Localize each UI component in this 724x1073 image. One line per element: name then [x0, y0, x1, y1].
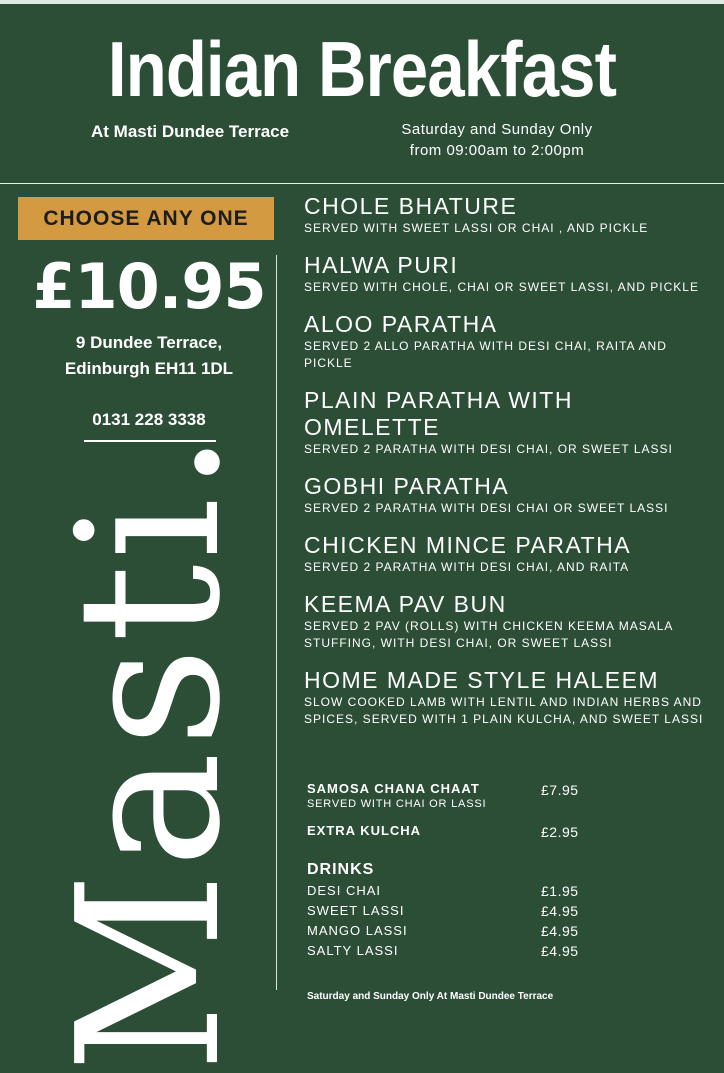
drink-name: DESI CHAI — [307, 883, 382, 898]
menu-item-description: SLOW COOKED LAMB WITH LENTIL AND INDIAN HERBS AND SPICES, SERVED WITH 1 PLAIN KULCHA, AND SWEET LASSI — [304, 695, 704, 726]
menu-item-title: HALWA PURI — [304, 252, 459, 278]
menu-list — [304, 193, 709, 743]
menu-item — [304, 473, 709, 517]
menu-item-description: SERVED WITH CHOLE, CHAI OR SWEET LASSI, AND PICKLE — [304, 280, 699, 294]
drink-item — [307, 943, 607, 963]
menu-item-description: SERVED WITH SWEET LASSI OR CHAI , AND PICKLE — [304, 221, 649, 235]
extra-item-price: £2.95 — [541, 824, 579, 840]
menu-item — [304, 193, 709, 237]
schedule-days: Saturday and Sunday Only — [401, 121, 593, 138]
top-strip — [0, 0, 724, 4]
extra-item-price: £7.95 — [541, 782, 579, 798]
menu-item — [304, 532, 709, 576]
menu-item-description: SERVED 2 PAV (ROLLS) WITH CHICKEN KEEMA MASALA STUFFING, WITH DESI CHAI, OR SWEET LASSI — [304, 619, 673, 650]
menu-item — [304, 591, 709, 652]
set-price: £10.95 — [32, 250, 266, 323]
menu-item-title: GOBHI PARATHA — [304, 473, 510, 499]
brand-logo-text: Masti. — [36, 427, 264, 1073]
drink-item — [307, 923, 607, 943]
phone-number: 0131 228 3338 — [92, 410, 206, 429]
extras-list — [307, 781, 607, 865]
location-subtitle: At Masti Dundee Terrace — [91, 122, 290, 141]
extra-item-name: EXTRA KULCHA — [307, 823, 422, 838]
menu-item — [304, 311, 709, 372]
drink-price: £1.95 — [541, 883, 579, 899]
menu-item-title: CHICKEN MINCE PARATHA — [304, 532, 632, 558]
drink-price: £4.95 — [541, 903, 579, 919]
drink-price: £4.95 — [541, 923, 579, 939]
address-line-1: 9 Dundee Terrace, — [75, 333, 223, 352]
menu-item — [304, 387, 709, 458]
menu-item-title: HOME MADE STYLE HALEEM — [304, 667, 660, 693]
drink-item — [307, 903, 607, 923]
extra-item-name: SAMOSA CHANA CHAAT — [307, 781, 480, 796]
extra-item-description: SERVED WITH CHAI OR LASSI — [307, 798, 487, 810]
address — [18, 330, 280, 382]
menu-item-title: PLAIN PARATHA WITH OMELETTE — [304, 387, 573, 440]
menu-item-description: SERVED 2 PARATHA WITH DESI CHAI OR SWEET LASSI — [304, 501, 669, 515]
drink-price: £4.95 — [541, 943, 579, 959]
drink-item — [307, 883, 607, 903]
menu-item-title: ALOO PARATHA — [304, 311, 498, 337]
footer-note: Saturday and Sunday Only At Masti Dundee Terrace — [307, 991, 554, 1002]
header-divider — [0, 183, 724, 184]
schedule-text — [380, 119, 614, 161]
menu-item — [304, 667, 709, 728]
page-title: Indian Breakfast — [107, 25, 617, 113]
drink-name: MANGO LASSI — [307, 923, 408, 938]
drink-name: SALTY LASSI — [307, 943, 399, 958]
choose-any-one-banner: CHOOSE ANY ONE — [18, 197, 274, 240]
drinks-heading: DRINKS — [307, 861, 375, 878]
address-line-2: Edinburgh EH11 1DL — [64, 359, 234, 378]
menu-item-description: SERVED 2 PARATHA WITH DESI CHAI, AND RAITA — [304, 560, 630, 574]
drink-name: SWEET LASSI — [307, 903, 405, 918]
menu-item-title: KEEMA PAV BUN — [304, 591, 507, 617]
extra-item — [307, 823, 607, 865]
menu-item-description: SERVED 2 PARATHA WITH DESI CHAI, OR SWEET LASSI — [304, 442, 673, 456]
drinks-list — [307, 883, 607, 963]
extra-item — [307, 781, 607, 823]
menu-item-title: CHOLE BHATURE — [304, 193, 518, 219]
menu-item-description: SERVED 2 ALLO PARATHA WITH DESI CHAI, RAITA AND PICKLE — [304, 339, 667, 370]
schedule-hours: from 09:00am to 2:00pm — [409, 142, 585, 159]
menu-item — [304, 252, 709, 296]
